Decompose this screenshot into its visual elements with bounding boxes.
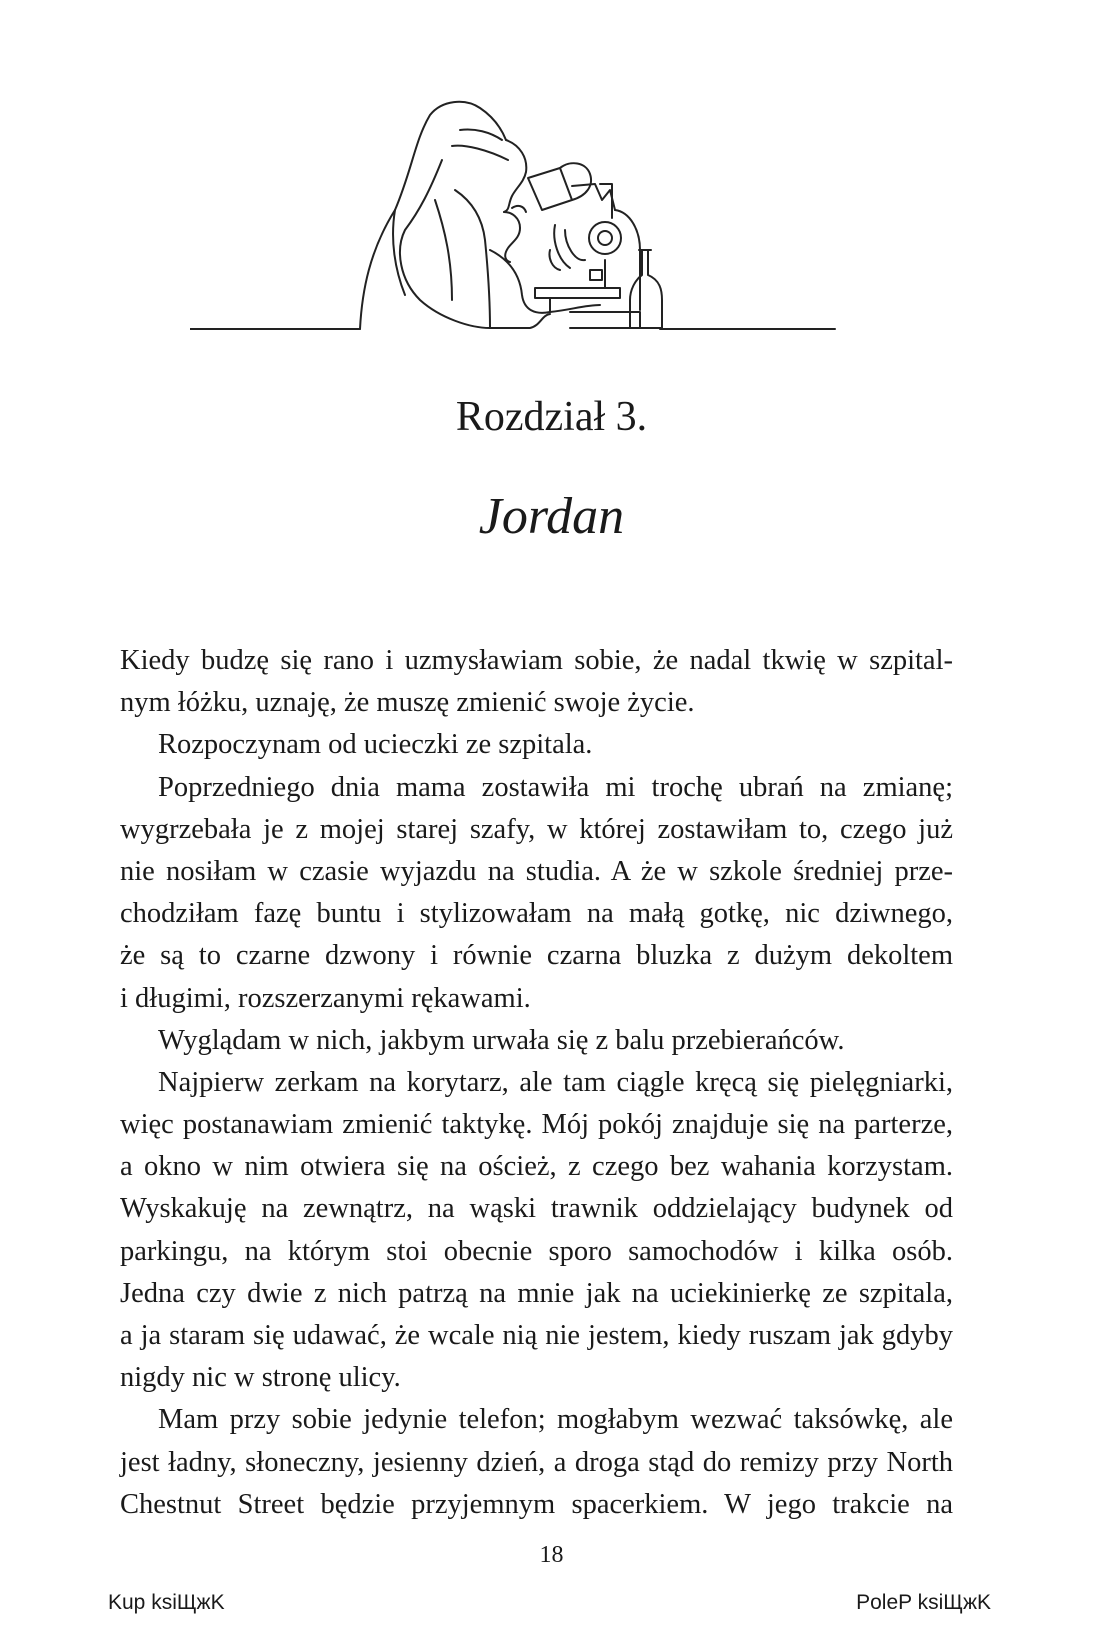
body-line: parkingu, na którym stoi obecnie sporo samochodów i kilka osób. [120, 1235, 953, 1267]
body-line: Rozpoczynam od ucieczki ze szpitala. [158, 729, 593, 761]
body-line: a ja staram się udawać, że wcale nią nie jestem, kiedy ruszam jak gdyby [120, 1320, 953, 1351]
body-line: Jedna czy dwie z nich patrzą na mnie jak na uciekinierkę ze szpitala, [120, 1277, 953, 1309]
body-line: wygrzebała je z mojej starej szafy, w której zostawiłam to, czego już [120, 813, 953, 845]
body-line: Chestnut Street będzie przyjemnym spacerkiem. W jego trakcie na [120, 1488, 953, 1520]
body-line: jest ładny, słoneczny, jesienny dzień, a droga stąd do remizy przy North [120, 1446, 953, 1478]
body-line: nie nosiłam w czasie wyjazdu na studia. A że w szkole średniej prze- [120, 855, 953, 887]
body-line: Wyskakuję na zewnątrz, na wąski trawnik oddzielający budynek od [120, 1193, 953, 1225]
body-line: więc postanawiam zmienić taktykę. Mój pokój znajduje się na parterze, [120, 1109, 953, 1141]
body-line: Wyglądam w nich, jakbym urwała się z balu przebierańców. [158, 1024, 845, 1056]
chapter-title: Jordan [478, 488, 625, 545]
body-line: Mam przy sobie jedynie telefon; mogłabym wezwać taksówkę, ale [158, 1404, 953, 1436]
chapter-number: Rozdział 3. [455, 394, 648, 440]
body-line: chodziłam fazę buntu i stylizowałam na małą gotkę, nic dziwnego, [120, 898, 953, 930]
body-line: a okno w nim otwiera się na oścież, z czego bez wahania korzystam. [120, 1151, 953, 1183]
body-line: nigdy nic w stronę ulicy. [120, 1362, 401, 1394]
body-line: Najpierw zerkam na korytarz, ale tam ciągle kręcą się pielęgniarki, [158, 1066, 953, 1098]
chapter-body [120, 640, 953, 1526]
body-line: Poprzedniego dnia mama zostawiła mi trochę ubrań na zmianę; [158, 771, 953, 803]
page-number: 18 [539, 1542, 564, 1568]
scientist-microscope-illustration [190, 100, 880, 360]
footer-left-text: Kup ksiЩжK [108, 1591, 225, 1614]
body-line: nym łóżku, uznaję, że muszę zmienić swoje życie. [120, 687, 695, 719]
body-line: Kiedy budzę się rano i uzmysławiam sobie, że nadal tkwię w szpital- [120, 645, 953, 676]
footer-right-text: PoleP ksiЩжK [856, 1591, 991, 1614]
body-line: że są to czarne dzwony i równie czarna bluzka z dużym dekoltem [120, 940, 953, 972]
body-line: i długimi, rozszerzanymi rękawami. [120, 982, 531, 1014]
